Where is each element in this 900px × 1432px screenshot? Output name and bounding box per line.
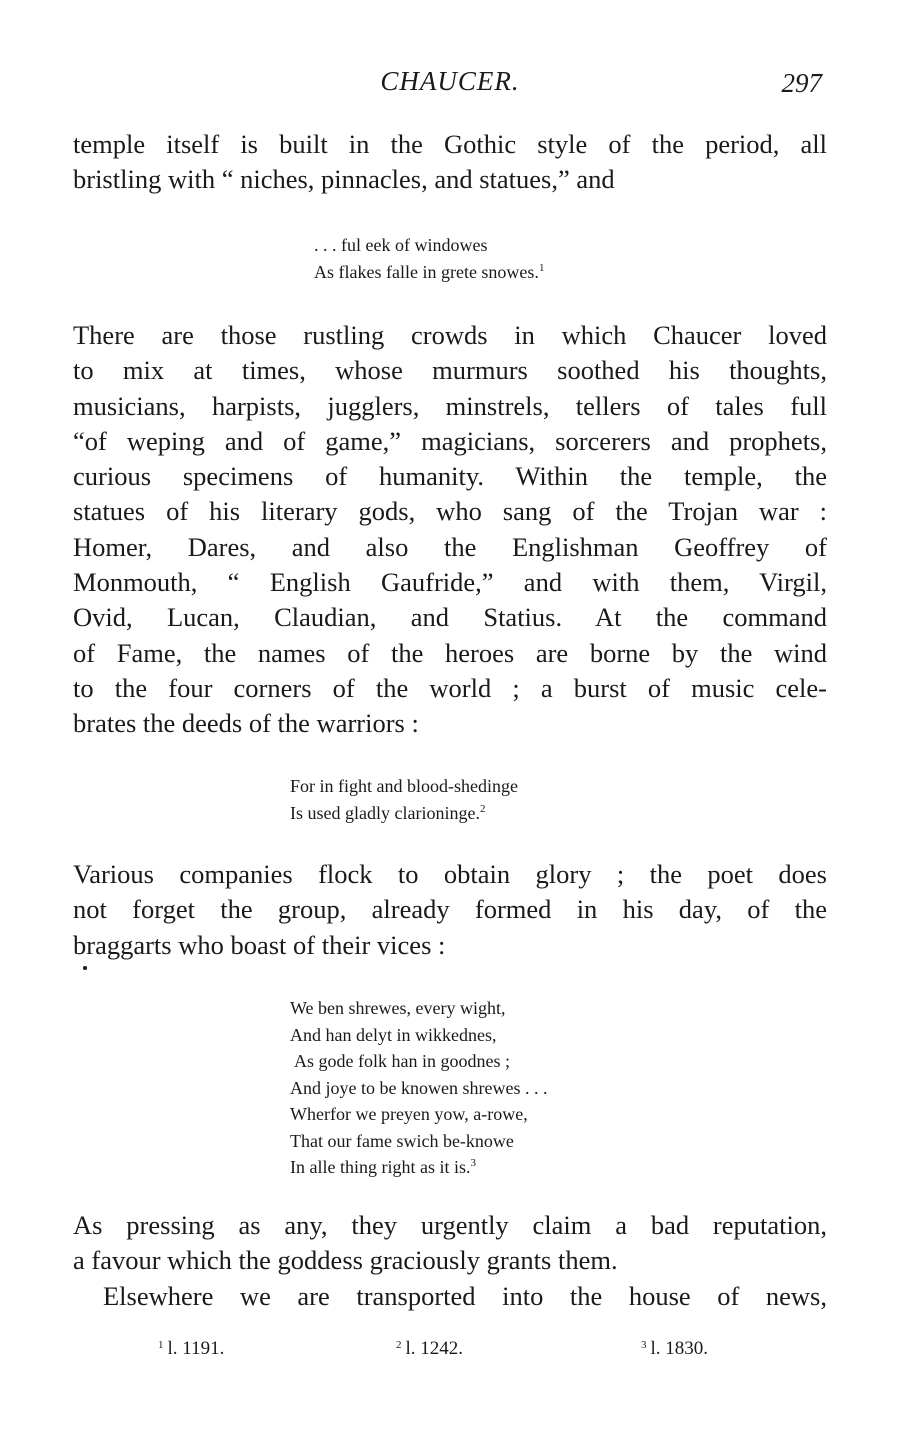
verse-quote-3: [290, 995, 547, 1181]
running-head: [0, 66, 900, 106]
text-line: of Fame, the names of the heroes are borne by the wind: [73, 637, 827, 668]
text-line: not forget the group, already formed in his day, of the: [73, 894, 827, 925]
text-line: to the four corners of the world ; a burst of music cele-: [73, 672, 827, 703]
text-line: musicians, harpists, jugglers, minstrels, tellers of tales full: [73, 390, 827, 421]
footnotes: [0, 1338, 900, 1368]
verse-line: [290, 800, 518, 827]
verse-line: For in fight and blood-shedinge: [290, 776, 518, 796]
text-line: Monmouth, “ English Gaufride,” and with them, Virgil,: [73, 567, 827, 598]
paragraph-3: [73, 857, 827, 963]
text-line: “of weping and of game,” magicians, sorcerers and prophets,: [73, 425, 827, 456]
footnote-ref: 1: [538, 261, 545, 274]
text-line: As pressing as any, they urgently claim a bad reputation,: [73, 1210, 827, 1240]
verse-line: [290, 1154, 547, 1181]
text-line: Various companies flock to obtain glory ; the poet does: [73, 859, 827, 889]
running-title: CHAUCER.: [380, 66, 520, 96]
text-line: Elsewhere we are transported into the house of news,: [103, 1281, 827, 1311]
verse-line: That our fame swich be-knowe: [290, 1130, 514, 1151]
verse-line: As gode folk han in goodnes ;: [294, 1051, 510, 1071]
verse-line: And joye to be knowen shrewes . . .: [290, 1077, 548, 1098]
page-number: 297: [781, 68, 822, 98]
verse-line-text: In alle thing right as it is.: [290, 1157, 471, 1177]
text-line: to mix at times, whose murmurs soothed his thoughts,: [73, 355, 827, 386]
footnote-ref: 3: [470, 1157, 476, 1169]
verse-line: And han delyt in wikkednes,: [290, 1024, 497, 1045]
text-line: Ovid, Lucan, Claudian, and Statius. At the command: [73, 602, 827, 633]
text-line: brates the deeds of the warriors :: [73, 708, 419, 739]
text-line: temple itself is built in the Gothic style of the period, all: [73, 129, 827, 159]
verse-line-text: As flakes falle in grete snowes.: [314, 261, 539, 282]
text-line: statues of his literary gods, who sang of the Trojan war :: [73, 496, 827, 527]
footnote-2: [396, 1338, 463, 1360]
verse-line: We ben shrewes, every wight,: [290, 998, 506, 1018]
print-speck: [83, 966, 87, 970]
paragraph-5: [103, 1279, 827, 1314]
footnote-1: [158, 1338, 224, 1360]
paragraph-2: [73, 318, 827, 742]
paragraph-1: [73, 127, 827, 198]
footnote-text: l. 1830.: [650, 1338, 709, 1359]
verse-line: [314, 259, 544, 286]
verse-quote-1: [314, 232, 544, 285]
verse-line: Wherfor we preyen yow, a-rowe,: [290, 1104, 528, 1124]
footnote-ref: 2: [479, 802, 486, 815]
text-line: braggarts who boast of their vices :: [73, 929, 446, 960]
footnote-mark: 1: [158, 1339, 164, 1351]
verse-quote-2: [290, 773, 518, 826]
footnote-3: [641, 1338, 708, 1360]
text-line: curious specimens of humanity. Within the temple, the: [73, 461, 827, 492]
text-line: There are those rustling crowds in which Chaucer loved: [73, 320, 827, 350]
verse-line-text: Is used gladly clarioninge.: [290, 802, 480, 823]
footnote-text: l. 1191.: [167, 1338, 225, 1359]
text-line: a favour which the goddess graciously grants them.: [73, 1245, 618, 1276]
text-line: Homer, Dares, and also the Englishman Geoffrey of: [73, 531, 827, 562]
footnote-mark: 2: [396, 1339, 402, 1351]
text-line: bristling with “ niches, pinnacles, and statues,” and: [73, 164, 615, 195]
paragraph-4: [73, 1208, 827, 1279]
verse-line: . . . ful eek of windowes: [314, 235, 488, 255]
footnote-text: l. 1242.: [405, 1338, 464, 1359]
footnote-mark: 3: [641, 1339, 647, 1351]
